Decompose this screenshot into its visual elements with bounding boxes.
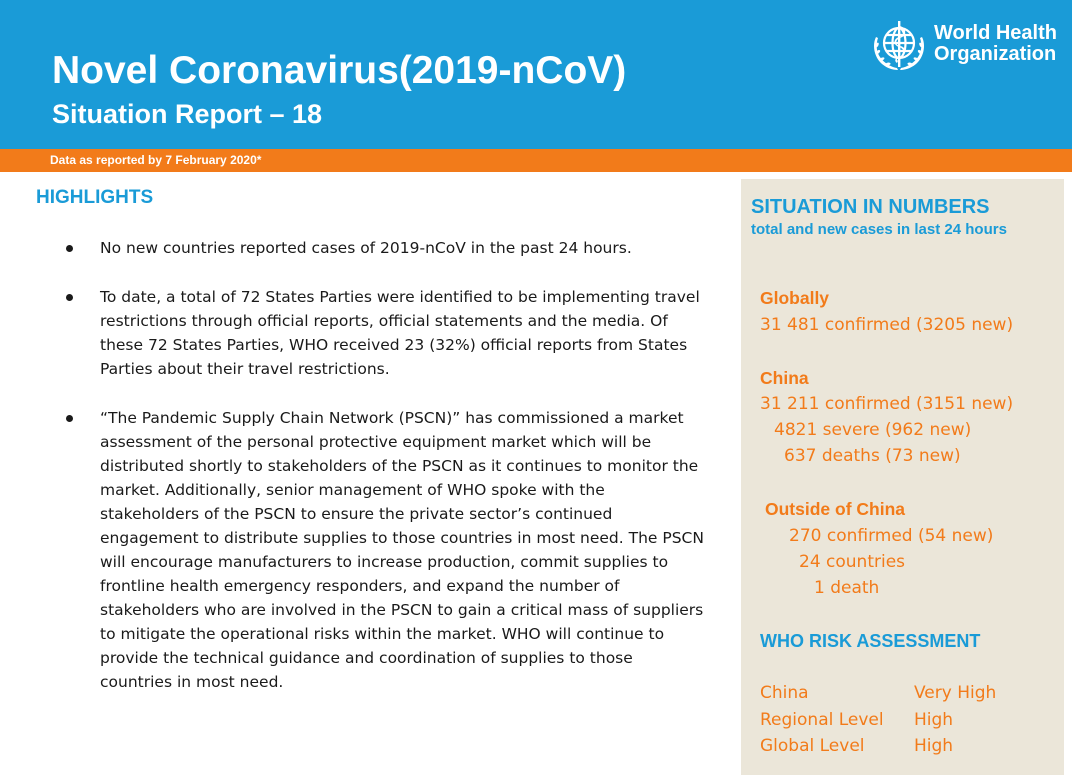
bullet-line: restrictions through official reports, official statements and the media. Of: [100, 312, 668, 330]
bullet-line: To date, a total of 72 States Parties were identified to be implementing travel: [100, 288, 700, 306]
bullet-line: engagement to distribute supplies to those countries in most need. The PSCN: [100, 529, 704, 547]
highlight-bullet-2: [100, 285, 730, 381]
bullet-line: to mitigate the operational risks within the market. WHO will continue to: [100, 625, 665, 643]
outside-china-confirmed: 270 confirmed (54 new): [789, 526, 994, 546]
bullet-line: Parties about their travel restrictions.: [100, 360, 390, 378]
bullet-line: frontline health emergency responders, and expand the number of: [100, 577, 620, 595]
bullet-line: stakeholders of the PSCN to ensure the private sector’s continued: [100, 505, 613, 523]
bullet-line: No new countries reported cases of 2019-nCoV in the past 24 hours.: [100, 239, 632, 257]
bullet-line: distributed shortly to stakeholders of the PSCN as it continues to monitor the: [100, 457, 699, 475]
risk-level-label: Global Level: [760, 736, 865, 756]
bullet-line: market. Additionally, senior management of WHO spoke with the: [100, 481, 605, 499]
bullet-line: countries in most need.: [100, 673, 284, 691]
report-subtitle: Situation Report – 18: [52, 99, 323, 129]
who-wordmark-line1: World Health: [934, 22, 1057, 44]
risk-level-label: China: [760, 683, 809, 703]
bullet-line: will encourage manufacturers to increase production, commit supplies to: [100, 553, 669, 571]
bullet-line: these 72 States Parties, WHO received 23 (32%) official reports from States: [100, 336, 688, 354]
risk-assessment-heading: WHO RISK ASSESSMENT: [760, 631, 981, 651]
highlights-heading: HIGHLIGHTS: [36, 187, 154, 208]
who-emblem-icon: [868, 15, 930, 73]
risk-level-value: High: [914, 710, 954, 730]
report-title: Novel Coronavirus(2019-nCoV): [52, 49, 627, 92]
bullet-line: “The Pandemic Supply Chain Network (PSCN)” has commissioned a market: [100, 409, 684, 427]
outside-china-heading: Outside of China: [765, 499, 905, 519]
situation-title: SITUATION IN NUMBERS: [751, 196, 990, 218]
outside-china-deaths: 1 death: [814, 578, 880, 598]
bullet-dot: [66, 415, 73, 422]
bullet-line: stakeholders who are involved in the PSCN to gain a critical mass of suppliers: [100, 601, 704, 619]
bullet-dot: [66, 294, 73, 301]
situation-subtitle: total and new cases in last 24 hours: [751, 221, 1007, 238]
bullet-line: provide the technical guidance and coordination of supplies to those: [100, 649, 633, 667]
globally-confirmed: 31 481 confirmed (3205 new): [760, 315, 1014, 335]
risk-level-value: Very High: [914, 683, 997, 703]
china-deaths: 637 deaths (73 new): [784, 446, 961, 466]
risk-level-value: High: [914, 736, 954, 756]
data-date: Data as reported by 7 February 2020*: [50, 153, 262, 167]
china-confirmed: 31 211 confirmed (3151 new): [760, 394, 1014, 414]
outside-china-countries: 24 countries: [799, 552, 906, 572]
risk-level-label: Regional Level: [760, 710, 884, 730]
bullet-line: assessment of the personal protective equipment market which will be: [100, 433, 652, 451]
globally-heading: Globally: [760, 288, 830, 308]
china-severe: 4821 severe (962 new): [774, 420, 972, 440]
bullet-dot: [66, 245, 73, 252]
highlight-bullet-1: [100, 236, 730, 260]
who-wordmark-line2: Organization: [934, 43, 1057, 65]
who-wordmark: [934, 23, 1057, 65]
who-logo: [868, 14, 1058, 74]
highlight-bullet-3: [100, 406, 730, 694]
china-heading: China: [760, 368, 809, 388]
